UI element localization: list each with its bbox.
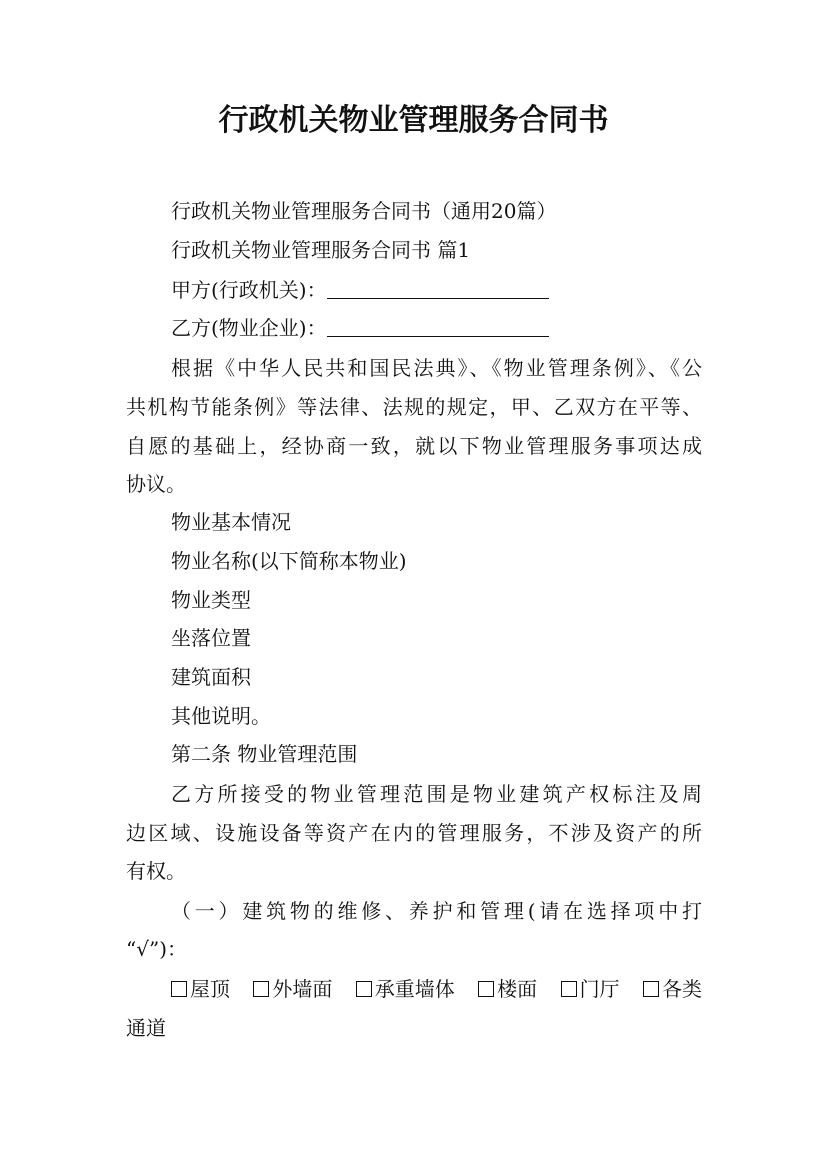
party-b-blank: [327, 316, 549, 337]
intro-line-4: 协议。: [126, 472, 186, 496]
other-notes-line: 其他说明。: [171, 704, 271, 728]
checkbox-icon[interactable]: [171, 981, 187, 997]
option-passages[interactable]: 各类: [643, 975, 702, 1003]
options-row: [171, 975, 702, 1003]
item-1-line-1: （一）建筑物的维修、养护和管理(请在选择项中打: [171, 899, 702, 923]
location-line: 坐落位置: [171, 626, 251, 650]
item-1-line-2: “√”)：: [126, 937, 187, 961]
party-a-line: [171, 276, 549, 304]
document-title: 行政机关物业管理服务合同书: [218, 103, 609, 138]
chapter-line: 行政机关物业管理服务合同书 篇1: [171, 238, 471, 262]
scope-line-2: 边区域、设施设备等资产在内的管理服务，不涉及资产的所: [126, 821, 702, 845]
party-a-label: 甲方(行政机关)：: [171, 278, 327, 302]
basic-info-heading: 物业基本情况: [171, 510, 291, 534]
intro-line-3: 自愿的基础上，经协商一致，就以下物业管理服务事项达成: [126, 434, 702, 458]
option-exterior-wall[interactable]: 外墙面: [253, 975, 332, 1003]
option-floor[interactable]: 楼面: [478, 975, 537, 1003]
checkbox-icon[interactable]: [253, 981, 269, 997]
option-roof[interactable]: 屋顶: [171, 975, 230, 1003]
option-load-bearing-wall[interactable]: 承重墙体: [356, 975, 455, 1003]
building-area-line: 建筑面积: [171, 665, 251, 689]
party-b-label: 乙方(物业企业)：: [171, 316, 327, 340]
checkbox-icon[interactable]: [356, 981, 372, 997]
scope-line-1: 乙方所接受的物业管理范围是物业建筑产权标注及周: [171, 782, 702, 806]
option-lobby[interactable]: 门厅: [561, 975, 620, 1003]
checkbox-icon[interactable]: [561, 981, 577, 997]
scope-line-3: 有权。: [126, 859, 186, 883]
party-b-line: [171, 314, 549, 342]
article-2-title: 第二条 物业管理范围: [171, 742, 358, 766]
checkbox-icon[interactable]: [643, 981, 659, 997]
property-name-line: 物业名称(以下简称本物业): [171, 549, 407, 573]
party-a-blank: [327, 278, 549, 299]
checkbox-icon[interactable]: [478, 981, 494, 997]
options-tail: 通道: [126, 1016, 166, 1040]
subtitle-line: 行政机关物业管理服务合同书（通用20篇）: [171, 199, 557, 223]
intro-line-1: 根据《中华人民共和国民法典》、《物业管理条例》、《公: [171, 356, 702, 380]
intro-line-2: 共机构节能条例》等法律、法规的规定，甲、乙双方在平等、: [126, 395, 702, 419]
property-type-line: 物业类型: [171, 588, 251, 612]
